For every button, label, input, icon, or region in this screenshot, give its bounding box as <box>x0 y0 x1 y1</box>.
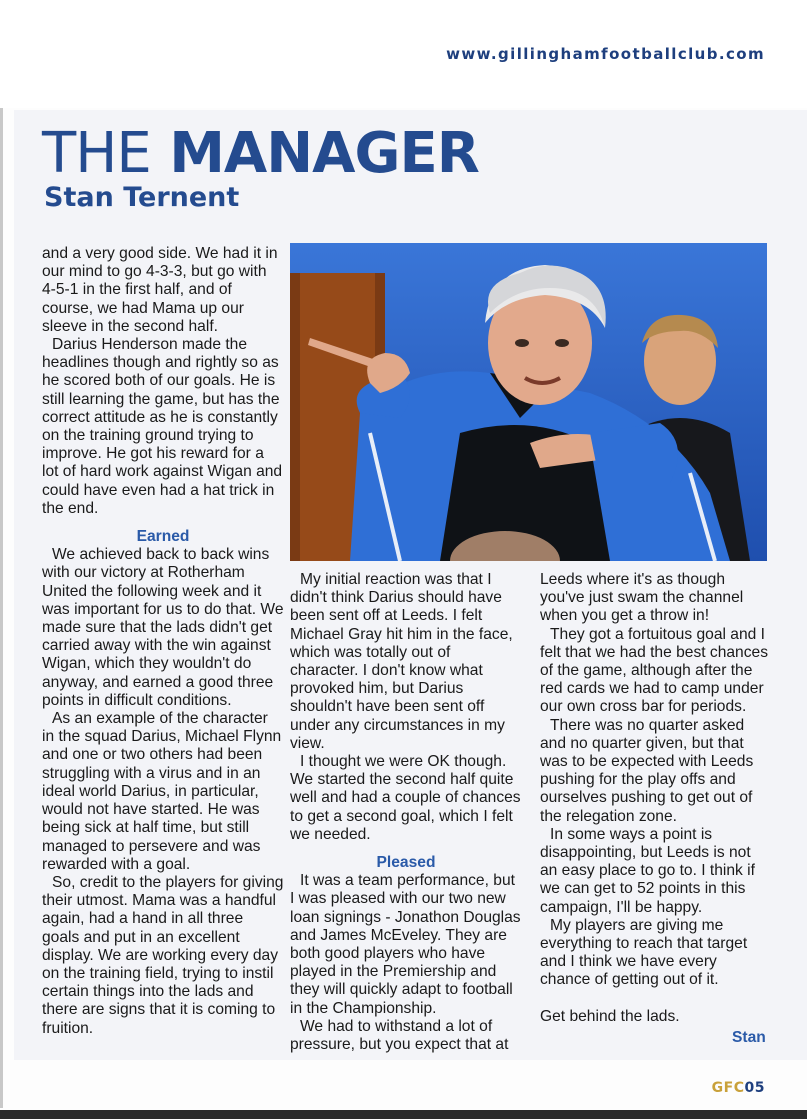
author-name: Stan Ternent <box>44 182 240 213</box>
col2-paragraph: We had to withstand a lot of pressure, but you expect that at <box>290 1017 509 1054</box>
col1-paragraph: So, credit to the players for giving their utmost. Mama was a handful again, had a hand in all three goals and put in an excellent display. We are working every day on the training field, trying to instil certain things into the lads and there are signs that it is coming to fruition. <box>42 873 284 1037</box>
gfc-label: GFC <box>711 1080 745 1096</box>
col3-paragraph: They got a fortuitous goal and I felt that we had the best chances of the game, although after the red cards we had to camp under our own cross bar for periods. <box>540 625 768 716</box>
page-binding-edge <box>0 108 3 1108</box>
col1-paragraph: Darius Henderson made the headlines though and rightly so as he scored both of our goals. He is still learning the game, but has the correct attitude as he is constantly on the training ground trying to improve. He got his reward for a lot of hard work against Wigan and could have even had a hat trick in the end. <box>42 336 283 517</box>
col2-paragraph: It was a team performance, but I was pleased with our two new loan signings - Jonathon Douglas and James McEveley. They are both good players who have played in the Premiership and they will quickly adapt to football in the Championship. <box>290 872 521 1017</box>
col1-paragraph: and a very good side. We had it in our mind to go 4-3-3, but go with 4-5-1 in the first half, and of course, we had Mama up our sleeve in the second half. <box>42 245 278 335</box>
title-the: THE <box>42 121 151 186</box>
page-bottom-edge <box>0 1110 807 1119</box>
col3-paragraph: My players are giving me everything to reach that target and I think we have every chance of getting out of it. <box>540 916 748 989</box>
article-column-2 <box>290 571 522 1054</box>
col2-paragraph: My initial reaction was that I didn't think Darius should have been sent off at Leeds. I felt Michael Gray hit him in the face, which was totally out of character. I don't know what provoked him, but Darius shouldn't have been sent off under any circumstances in my view. <box>290 571 513 752</box>
col1-paragraph: As an example of the character in the squad Darius, Michael Flynn and one or two others had been struggling with a virus and in an ideal world Darius, in particular, would not have started. He was being sick at half time, but still managed to persevere and was rewarded with a goal. <box>42 710 282 873</box>
page-number: 05 <box>744 1080 765 1096</box>
article-column-1 <box>42 245 284 1038</box>
subheading-pleased: Pleased <box>376 854 436 872</box>
manager-photo <box>290 243 767 561</box>
page-top-margin <box>0 0 807 108</box>
page-title <box>42 122 479 186</box>
col3-paragraph: There was no quarter asked and no quarter given, but that was to be expected with Leeds pushing for the play offs and ourselves pushing to get out of the relegation zone. <box>540 716 754 825</box>
subheading-earned: Earned <box>136 528 190 546</box>
col3-paragraph: Leeds where it's as though you've just swam the channel when you get a throw in! <box>540 571 744 625</box>
col2-paragraph: I thought we were OK though. We started the second half quite well and had a couple of chances to get a second goal, which I felt we needed. <box>290 753 521 843</box>
title-manager: MANAGER <box>169 121 479 186</box>
col1-paragraph: We achieved back to back wins with our victory at Rotherham United the following week and it was important for us to do that. We made sure that the lads didn't get carried away with the win against Wigan, which they wouldn't do anyway, and earned a good three points in difficult conditions. <box>42 546 284 709</box>
club-website-url: www.gillinghamfootballclub.com <box>446 45 765 63</box>
page-number-footer <box>712 1080 765 1096</box>
col3-closing: Get behind the lads. <box>540 1007 680 1025</box>
manager-photo-illustration <box>290 243 767 561</box>
col3-paragraph: In some ways a point is disappointing, but Leeds is not an easy place to go to. I think if we can get to 52 points in this campaign, I'll be happy. <box>540 825 755 916</box>
article-column-3 <box>540 571 768 1026</box>
signature-stan: Stan <box>732 1029 766 1046</box>
